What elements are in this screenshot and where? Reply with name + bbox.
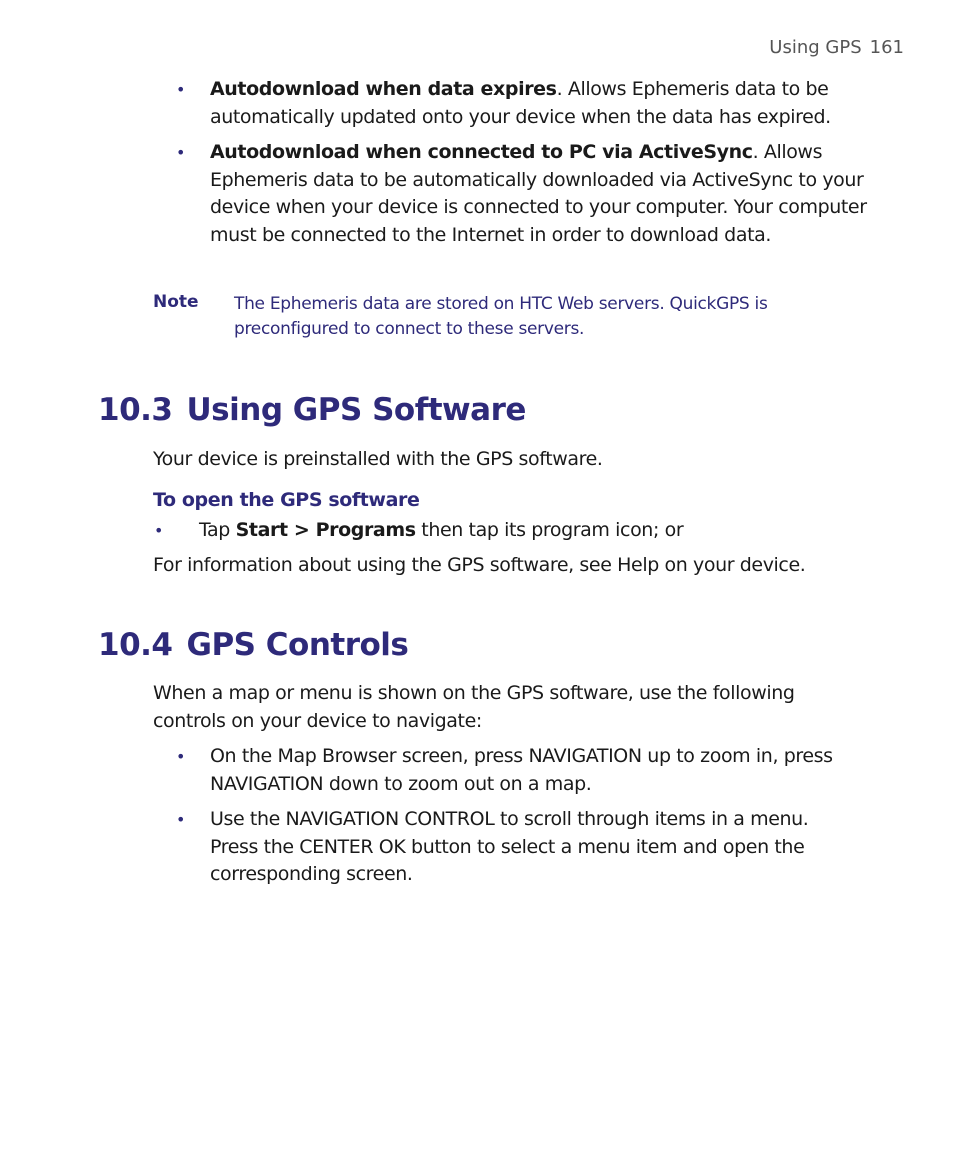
section-number: 10.4 — [98, 627, 173, 663]
list-item — [210, 76, 880, 131]
section-heading — [98, 627, 408, 663]
option-description: . Allows Ephemeris data to be automatically updated onto your device when the data has expired. — [210, 78, 831, 128]
bullet-marker: • — [176, 810, 186, 829]
chapter-name: Using GPS — [769, 37, 862, 58]
section-intro: Your device is preinstalled with the GPS software. — [153, 448, 603, 470]
procedure-step — [199, 517, 879, 545]
list-item: Use the NAVIGATION CONTROL to scroll through items in a menu. Press the CENTER OK button to select a menu item and open the corresponding screen. — [210, 808, 809, 885]
bullet-marker: • — [176, 143, 186, 162]
bullet-marker: • — [154, 521, 164, 540]
procedure-heading: To open the GPS software — [153, 489, 420, 511]
option-name: Autodownload when data expires — [210, 78, 557, 100]
running-header — [769, 37, 904, 58]
note-label: Note — [153, 292, 199, 312]
list-item: On the Map Browser screen, press NAVIGATION up to zoom in, press NAVIGATION down to zoom out on a map. — [210, 745, 833, 795]
bullet-marker: • — [176, 80, 186, 99]
list-item — [210, 139, 870, 249]
section-heading — [98, 392, 526, 428]
section-title: Using GPS Software — [186, 392, 526, 428]
menu-path: Start > Programs — [235, 519, 416, 541]
section-number: 10.3 — [98, 392, 173, 428]
step-prefix: Tap — [199, 519, 236, 541]
option-name: Autodownload when connected to PC via ActiveSync — [210, 141, 753, 163]
page-number: 161 — [869, 37, 904, 58]
step-suffix: then tap its program icon; or — [415, 519, 684, 541]
section-intro: When a map or menu is shown on the GPS software, use the following controls on your device to navigate: — [153, 682, 795, 732]
section-footer: For information about using the GPS software, see Help on your device. — [153, 554, 806, 576]
option-description: . Allows Ephemeris data to be automatically downloaded via ActiveSync to your device when your device is connected to your computer. Your computer must be connected to the Internet in order to download data. — [210, 141, 867, 246]
note-text: The Ephemeris data are stored on HTC Web servers. QuickGPS is preconfigured to connect to these servers. — [234, 294, 768, 339]
section-title: GPS Controls — [186, 627, 409, 663]
bullet-marker: • — [176, 747, 186, 766]
